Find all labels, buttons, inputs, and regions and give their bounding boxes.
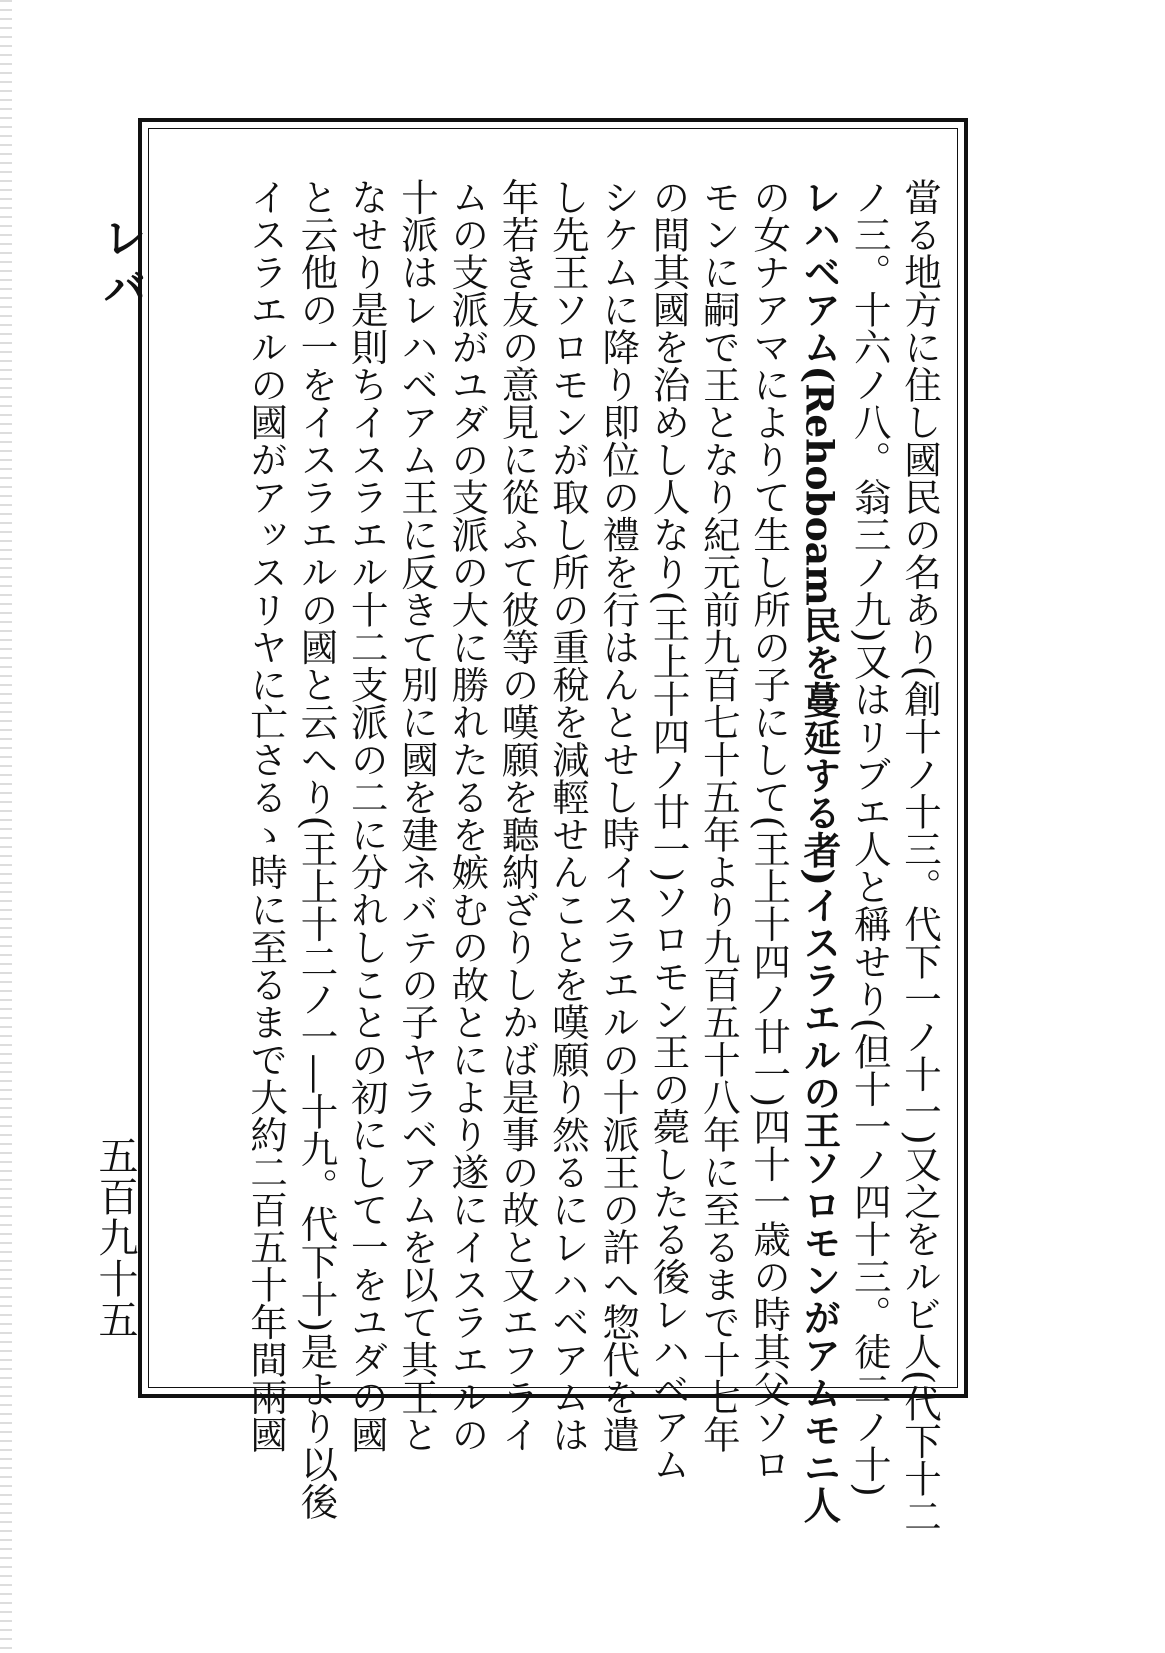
text-column: し先王ソロモンが取し所の重稅を減輕せんことを嘆願り然るにレハベアムは <box>545 178 590 1453</box>
text-column: の間其國を治めし人なり(王上十四ノ廿一)ソロモン王の薨したる後レハベアム <box>646 178 691 1483</box>
text-column: 年若き友の意見に從ふて彼等の嘆願を聽納ざりしかば是事の故と又エフライ <box>495 178 540 1453</box>
text-column: シケムに降り即位の禮を行はんとせし時イスラエルの十派王の許へ惣代を遣 <box>596 178 641 1453</box>
text-column: なせり是則ちイスラエル十二支派の二に分れしことの初にして一をユダの國 <box>344 178 389 1453</box>
text-column: の女ナアマによりて生し所の子にして(王上十四ノ廿一)四十一歳の時其父ソロ <box>747 178 792 1483</box>
text-column: ノ三。十六ノ八。翁三ノ九)又はリブエ人と稱せり(但十一ノ四十三。徒二ノ十) <box>847 178 892 1497</box>
scan-edge-artifact <box>0 0 12 1653</box>
text-column: モンに嗣で王となり紀元前九百七十五年より九百五十八年に至るまで十七年 <box>696 178 741 1453</box>
text-column: ムの支派がユダの支派の大に勝れたるを嫉むの故とにより遂にイスラエルの <box>445 178 490 1453</box>
text-column: 當る地方に住し國民の名あり(創十ノ十三。代下一ノ十一)又之をルビ人(代下十二 <box>898 178 942 1535</box>
text-column: イスラエルの國がアッスリヤに亡さるゝ時に至るまで大約二百五十年間兩國 <box>244 178 289 1453</box>
body-text <box>165 178 945 1535</box>
running-head: レバ <box>95 215 146 315</box>
entry-heading-column: レハベアム(Rehoboam民を蔓延する者)イスラエルの王ソロモンがアムモニ人 <box>797 178 842 1524</box>
page-number: 五百九十五 <box>92 1135 138 1340</box>
text-column: と云他の一をイスラエルの國と云へり(王上十二ノ一―十九。代下十)是より以後 <box>294 178 339 1520</box>
text-column: 十派はレハベアム王に反きて別に國を建ネバテの子ヤラベアムを以て其王と <box>395 178 440 1453</box>
